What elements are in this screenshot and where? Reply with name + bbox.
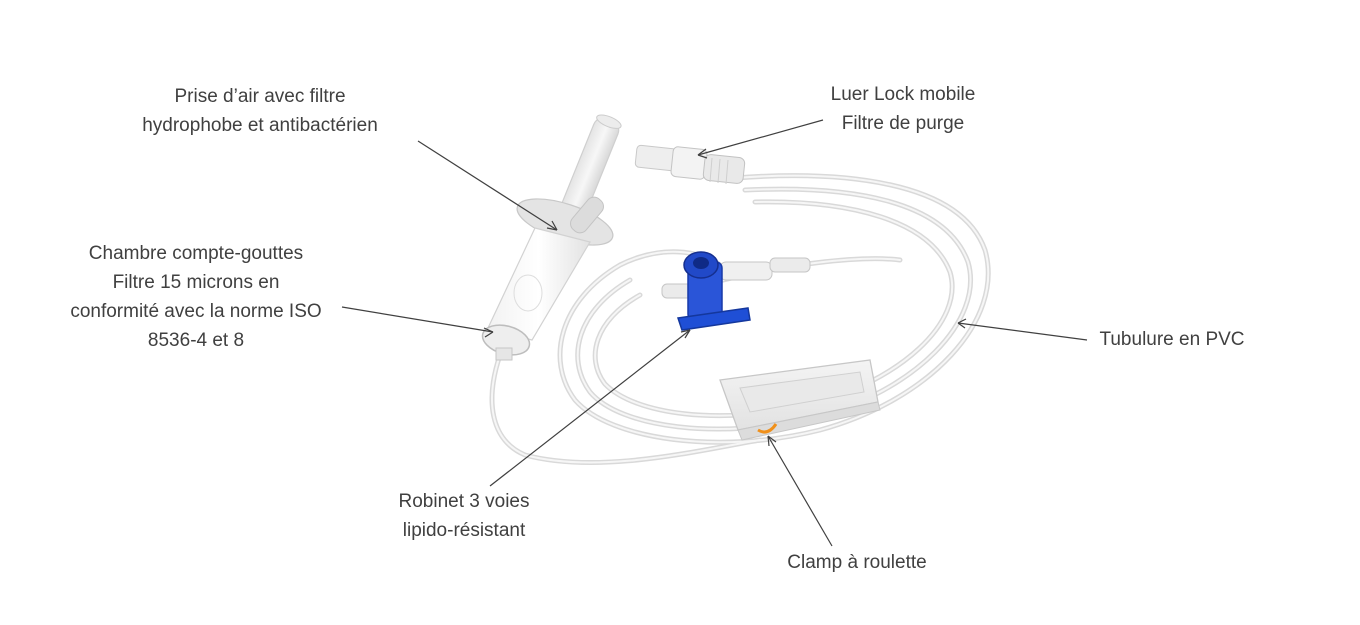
label-stopcock xyxy=(378,487,550,545)
tubing-line-1: Tubulure en PVC xyxy=(1099,329,1245,350)
drip-chamber-line-3: conformité avec la norme ISO xyxy=(70,301,322,322)
leader-tubing xyxy=(958,323,1087,340)
stopcock-line-1: Robinet 3 voies xyxy=(398,491,530,512)
leader-air-intake xyxy=(418,141,557,230)
leader-clamp xyxy=(768,436,832,546)
label-tubing xyxy=(1084,325,1260,354)
label-clamp xyxy=(766,548,948,577)
leader-lines xyxy=(342,120,1087,546)
drip-chamber-assembly xyxy=(479,112,623,360)
drip-chamber-line-1: Chambre compte-gouttes xyxy=(88,243,304,264)
label-luer-lock xyxy=(800,80,1006,138)
three-way-stopcock xyxy=(662,252,810,330)
label-drip-chamber xyxy=(40,239,352,355)
leader-drip-chamber xyxy=(342,307,493,332)
drip-chamber-line-4: 8536-4 et 8 xyxy=(147,330,245,351)
label-air-intake xyxy=(110,82,410,140)
roller-clamp xyxy=(720,360,880,440)
luer-lock-line-2: Filtre de purge xyxy=(841,113,965,134)
air-intake-line-2: hydrophobe et antibactérien xyxy=(142,115,378,136)
luer-lock-connector xyxy=(635,145,745,184)
luer-lock-line-1: Luer Lock mobile xyxy=(830,84,976,105)
drip-chamber-line-2: Filtre 15 microns en xyxy=(112,272,280,293)
clamp-line-1: Clamp à roulette xyxy=(787,552,927,573)
air-intake-line-1: Prise d’air avec filtre xyxy=(174,86,346,107)
stopcock-line-2: lipido-résistant xyxy=(402,520,526,541)
